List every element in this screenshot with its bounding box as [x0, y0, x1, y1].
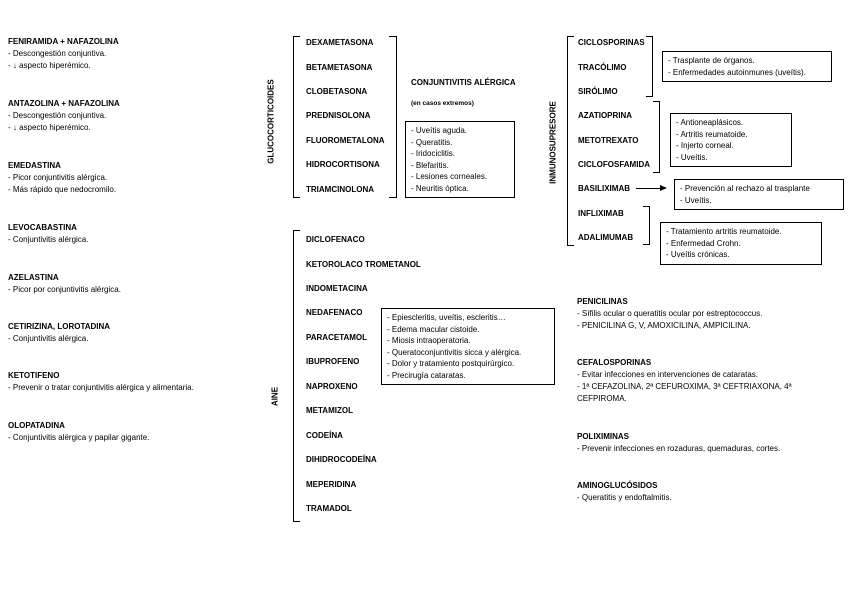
use-item: - Neuritis óptica.: [411, 183, 469, 193]
section-line: CEFPIROMA.: [577, 394, 627, 403]
section-line: - 1ª CEFAZOLINA, 2ª CEFUROXIMA, 3ª CEFTRIAXONA, 4ª: [577, 382, 792, 391]
group2-uses-box: [670, 113, 792, 167]
drug-item: DICLOFENACO: [306, 235, 365, 244]
group4-uses-box: [660, 222, 822, 265]
section-title: POLIXIMINAS: [577, 432, 630, 441]
drug-item: IBUPROFENO: [306, 357, 360, 366]
glucocorticoides-label: GLUCOCORTICOIDES: [266, 79, 276, 164]
section-line: - ↓ aspecto hiperémico.: [8, 61, 91, 70]
use-item: - Iridociclitis.: [411, 149, 456, 158]
section-line: - Prevenir o tratar conjuntivitis alérgica y alimentaria.: [8, 383, 194, 392]
section-line: - PENICILINA G, V, AMOXICILINA, AMPICILINA.: [577, 321, 751, 330]
glucocorticoides-note: (en casos extremos): [411, 100, 474, 107]
section-title: OLOPATADINA: [8, 421, 65, 430]
drug-item: KETOROLACO TROMETANOL: [306, 260, 421, 269]
bracket-aine-bottom: [293, 521, 300, 522]
section-cefalosporinas: [577, 357, 792, 405]
bracket-group1-bottom: [646, 96, 652, 97]
bracket-group4: [649, 206, 650, 245]
use-item: - Uveítis aguda.: [411, 126, 468, 135]
aine-uses-box: [381, 308, 555, 385]
use-item: - Enfermedades autoinmunes (uveítis).: [668, 67, 806, 77]
use-item: - Queratitis.: [411, 137, 453, 147]
bracket-inmuno: [567, 36, 568, 246]
bracket-right: [396, 36, 397, 198]
section-line: - Más rápido que nedocromilo.: [8, 185, 117, 194]
section-line: - Picor conjuntivitis alérgica.: [8, 173, 108, 182]
section-title: AMINOGLUCÓSIDOS: [577, 481, 658, 490]
section-aminoglucosidos: [577, 480, 672, 504]
use-item: - Tratamiento artritis reumatoide.: [666, 227, 782, 236]
use-item: - Lesiones corneales.: [411, 172, 488, 181]
bracket-group4-top: [643, 206, 649, 207]
section-title: CETIRIZINA, LOROTADINA: [8, 322, 111, 331]
use-item: - Miosis intraoperatoria.: [387, 336, 471, 345]
inmunosupresores-label: INMUNOSUPRESORE: [548, 101, 558, 184]
section-line: - Prevenir infecciones en rozaduras, quemaduras, cortes.: [577, 444, 781, 453]
drug-item: MEPERIDINA: [306, 480, 357, 489]
drug-item: CICLOFOSFAMIDA: [578, 160, 650, 169]
drug-item: PARACETAMOL: [306, 333, 368, 342]
section-title: PENICILINAS: [577, 297, 628, 306]
bracket-inmuno-bottom: [567, 245, 574, 246]
bracket-group4-bottom: [643, 244, 649, 245]
drug-item: PREDNISOLONA: [306, 111, 371, 120]
bracket-group1-top: [646, 36, 652, 37]
drug-item: INDOMETACINA: [306, 284, 368, 293]
section-title: LEVOCABASTINA: [8, 223, 77, 232]
section-levocabastina: [8, 222, 88, 246]
drug-item: FLUOROMETALONA: [306, 136, 385, 145]
glucocorticoides-uses-box: [405, 121, 515, 198]
group1-uses-box: [662, 51, 832, 82]
bracket-aine: [293, 230, 294, 522]
drug-item: TRIAMCINOLONA: [306, 185, 374, 194]
use-item: - Enfermedad Crohn.: [666, 238, 741, 248]
section-feniramida: [8, 36, 119, 72]
bracket-left: [293, 36, 294, 198]
drug-item: HIDROCORTISONA: [306, 160, 380, 169]
use-item: - Prevención al rechazo al trasplante: [680, 184, 810, 193]
bracket-left-bottom: [293, 197, 300, 198]
section-azelastina: [8, 272, 121, 296]
section-antazolina: [8, 98, 120, 134]
drug-item: ADALIMUMAB: [578, 233, 634, 242]
section-line: - Descongestión conjuntiva.: [8, 111, 107, 120]
bracket-group2-bottom: [653, 172, 659, 173]
glucocorticoides-indication: CONJUNTIVITIS ALÉRGICA: [411, 78, 516, 87]
drug-item: TRACÓLIMO: [578, 63, 627, 72]
use-item: - Edema macular cistoide.: [387, 324, 480, 334]
drug-item: BASILIXIMAB: [578, 184, 630, 193]
section-line: - Evitar infecciones en intervenciones de cataratas.: [577, 370, 758, 379]
section-line: - Descongestión conjuntiva.: [8, 49, 107, 58]
use-item: - Uveítis.: [680, 195, 712, 205]
bracket-group2-top: [653, 101, 659, 102]
drug-item: METOTREXATO: [578, 136, 639, 145]
use-item: - Epiescleritis, uveítis, escleritis…: [387, 313, 506, 322]
section-line: - Conjuntivitis alérgica y papilar gigante.: [8, 433, 150, 442]
use-item: - Queratoconjuntivitis sicca y alérgica.: [387, 347, 522, 357]
section-line: - Conjuntivitis alérgica.: [8, 235, 89, 244]
use-item: - Precirugía cataratas.: [387, 370, 466, 380]
arrow-line: [636, 188, 662, 189]
use-item: - Antioneaplásicos.: [676, 118, 744, 127]
drug-item: DIHIDROCODEÍNA: [306, 455, 377, 464]
section-olopatadina: [8, 420, 149, 444]
drug-item: CODEÍNA: [306, 431, 343, 440]
section-poliximinas: [577, 431, 780, 455]
drug-item: CLOBETASONA: [306, 87, 368, 96]
section-cetirizina: [8, 321, 110, 345]
bracket-right-top: [389, 36, 396, 37]
group3-uses-box: [674, 179, 844, 210]
section-line: - Queratitis y endoftalmitis.: [577, 493, 672, 502]
drug-item: NAPROXENO: [306, 382, 358, 391]
bracket-right-bottom: [389, 197, 396, 198]
arrow-head-icon: [660, 185, 667, 191]
aine-label: AINE: [270, 386, 280, 407]
section-line: - Picor por conjuntivitis alérgica.: [8, 285, 121, 294]
use-item: - Artritis reumatoide.: [676, 129, 748, 139]
use-item: - Injerto corneal.: [676, 141, 734, 150]
use-item: - Uveítis.: [676, 152, 708, 162]
drug-item: BETAMETASONA: [306, 63, 373, 72]
section-title: EMEDASTINA: [8, 161, 61, 170]
section-ketotifeno: [8, 370, 194, 394]
drug-item: INFLIXIMAB: [578, 209, 624, 218]
section-title: CEFALOSPORINAS: [577, 358, 652, 367]
bracket-group1: [652, 36, 653, 97]
drug-item: TRAMADOL: [306, 504, 352, 513]
section-line: - Sífilis ocular o queratitis ocular por estreptococcus.: [577, 309, 763, 318]
section-line: - ↓ aspecto hiperémico.: [8, 123, 91, 132]
bracket-left-top: [293, 36, 300, 37]
drug-item: DEXAMETASONA: [306, 38, 374, 47]
section-title: FENIRAMIDA + NAFAZOLINA: [8, 37, 119, 46]
use-item: - Uveítis crónicas.: [666, 250, 730, 259]
drug-item: NEDAFENACO: [306, 308, 363, 317]
drug-item: AZATIOPRINA: [578, 111, 633, 120]
section-title: KETOTIFENO: [8, 371, 60, 380]
bracket-inmuno-top: [567, 36, 574, 37]
drug-item: CICLOSPORINAS: [578, 38, 645, 47]
use-item: - Dolor y tratamiento postquirúrgico.: [387, 359, 515, 368]
section-title: AZELASTINA: [8, 273, 59, 282]
drug-item: SIRÓLIMO: [578, 87, 618, 96]
use-item: - Trasplante de órganos.: [668, 56, 755, 65]
bracket-group2: [659, 101, 660, 173]
section-emedastina: [8, 160, 116, 196]
section-line: - Conjuntivitis alérgica.: [8, 334, 89, 343]
bracket-aine-top: [293, 230, 300, 231]
section-title: ANTAZOLINA + NAFAZOLINA: [8, 99, 120, 108]
use-item: - Blefaritis.: [411, 160, 449, 170]
drug-item: METAMIZOL: [306, 406, 353, 415]
section-penicilinas: [577, 296, 762, 332]
